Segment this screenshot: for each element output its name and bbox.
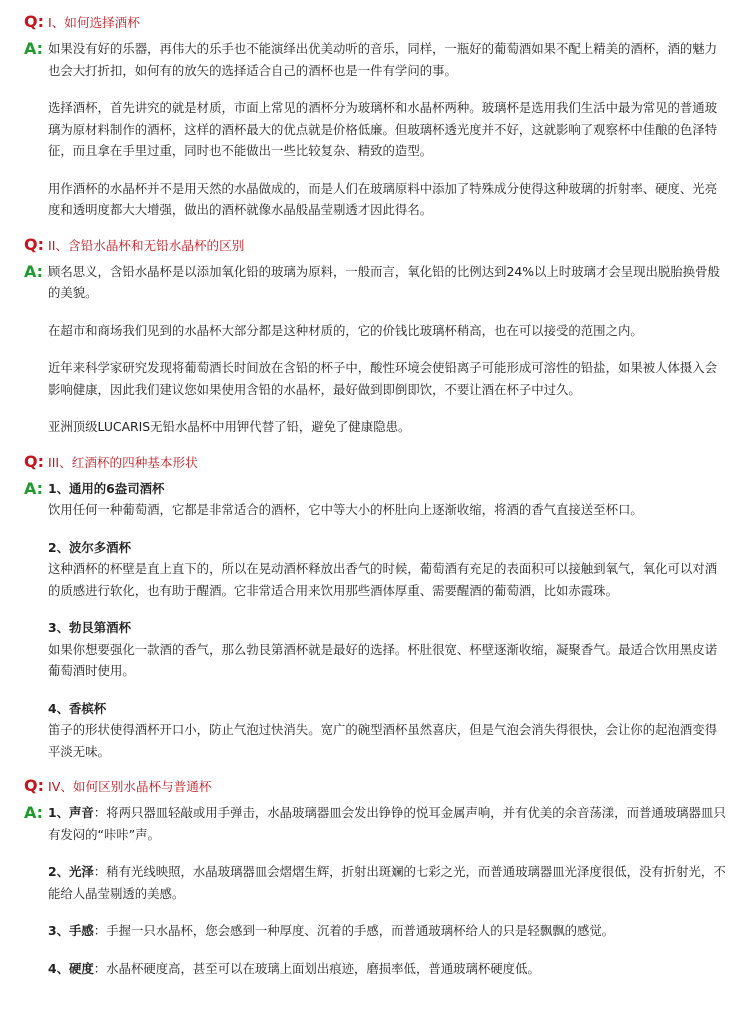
q-mark: Q: [24, 776, 44, 795]
question-title: II、含铅水晶杯和无铅水晶杯的区别 [48, 237, 245, 253]
glass-shape-item [48, 537, 726, 602]
question-row [24, 235, 726, 261]
question-row [24, 776, 726, 802]
answer-row [24, 478, 726, 777]
item-title: 3、勃艮第酒杯 [48, 620, 131, 635]
answer-body [48, 478, 726, 777]
comparison-item [48, 920, 726, 942]
a-mark: A: [24, 803, 44, 822]
item-text: ：将两只器皿轻敲或用手弹击，水晶玻璃器皿会发出铮铮的悦耳金属声响，并有优美的余音荡漾，而普通玻璃器皿只有发闷的“咔咔”声。 [48, 805, 726, 842]
item-text: 如果你想要强化一款酒的香气，那么勃艮第酒杯就是最好的选择。杯肚很宽、杯壁逐渐收缩，凝聚香气。最适合饮用黑皮诺葡萄酒时使用。 [48, 641, 718, 678]
answer-body [48, 261, 726, 452]
answer-paragraph: 亚洲顶级LUCARIS无铅水晶杯中用钾代替了铅，避免了健康隐患。 [48, 419, 411, 434]
item-label: 2、光泽 [48, 864, 94, 879]
question-title: I、如何选择酒杯 [48, 15, 140, 30]
answer-paragraph: 如果没有好的乐器，再伟大的乐手也不能演绎出优美动听的音乐，同样，一瓶好的葡萄酒如果不配上精美的酒杯，酒的魅力也会大打折扣，如何有的放矢的选择适合自己的酒杯也是一件有学问的事。 [48, 41, 718, 78]
question-title: IV、如何区别水晶杯与普通杯 [48, 779, 212, 794]
item-text: 笛子的形状使得酒杯开口小，防止气泡过快消失。宽广的碗型酒杯虽然喜庆，但是气泡会消失得很快，会让你的起泡酒变得平淡无味。 [48, 722, 718, 759]
item-title: 4、香槟杯 [48, 700, 107, 716]
q-mark: Q: [24, 12, 44, 31]
comparison-item [48, 802, 726, 845]
item-text: 饮用任何一种葡萄酒，它都是非常适合的酒杯，它中等大小的杯肚向上逐渐收缩，将酒的香气直接送至杯口。 [48, 502, 643, 517]
item-title: 1、通用的6盎司酒杯 [48, 480, 165, 496]
qa-section-2 [24, 235, 726, 452]
qa-section-4 [24, 776, 726, 993]
item-text: ：手握一只水晶杯，您会感到一种厚度、沉着的手感，而普通玻璃杯给人的只是轻飘飘的感觉。 [93, 923, 615, 938]
item-text: ：水晶杯硬度高，甚至可以在玻璃上面划出痕迹，磨损率低，普通玻璃杯硬度低。 [93, 960, 540, 976]
answer-paragraph: 顾名思义，含铅水晶杯是以添加氧化铅的玻璃为原料，一般而言，氧化铅的比例达到24%以上时玻璃才会呈现出脱胎换骨般的美貌。 [48, 263, 720, 300]
comparison-item [48, 958, 726, 980]
a-mark: A: [24, 261, 44, 281]
item-label: 1、声音 [48, 805, 94, 820]
item-text: ：稍有光线映照，水晶玻璃器皿会熠熠生辉，折射出斑斓的七彩之光，而普通玻璃器皿光泽度很低，没有折射光，不能给人晶莹剔透的美感。 [48, 864, 726, 901]
question-title: III、红酒杯的四种基本形状 [48, 454, 198, 470]
item-label: 4、硬度 [48, 960, 94, 976]
question-row [24, 12, 726, 38]
answer-row [24, 38, 726, 235]
item-text: 这种酒杯的杯壁是直上直下的，所以在晃动酒杯释放出香气的时候，葡萄酒有充足的表面积可以接触到氧气，氧化可以对酒的质感进行软化，也有助于醒酒。它非常适合用来饮用那些酒体厚重、需要醒酒的葡萄酒，比如赤霞珠。 [48, 561, 718, 598]
qa-section-1 [24, 12, 726, 235]
glass-shape-item [48, 698, 726, 763]
a-mark: A: [24, 39, 44, 58]
answer-body [48, 802, 726, 993]
q-mark: Q: [24, 451, 44, 471]
answer-body [48, 38, 726, 235]
item-label: 3、手感 [48, 923, 94, 938]
answer-paragraph: 选择酒杯，首先讲究的就是材质，市面上常见的酒杯分为玻璃杯和水晶杯两种。玻璃杯是选用我们生活中最为常见的普通玻璃为原材料制作的酒杯，这样的酒杯最大的优点就是价格低廉。但玻璃杯透光度并不好，这就影响了观察杯中佳酿的色泽特征，而且拿在手里过重，同时也不能做出一些比较复杂、精致的造型。 [48, 100, 718, 158]
answer-paragraph: 在超市和商场我们见到的水晶杯大部分都是这种材质的，它的价钱比玻璃杯稍高，也在可以接受的范围之内。 [48, 322, 643, 338]
glass-shape-item [48, 478, 726, 521]
a-mark: A: [24, 478, 44, 498]
comparison-item [48, 861, 726, 904]
question-row [24, 452, 726, 478]
answer-row [24, 802, 726, 993]
answer-paragraph: 近年来科学家研究发现将葡萄酒长时间放在含铅的杯子中，酸性环境会使铅离子可能形成可溶性的铅盐，如果被人体摄入会影响健康，因此我们建议您如果使用含铅的水晶杯，最好做到即倒即饮，不要让酒在杯子中过久。 [48, 360, 718, 397]
q-mark: Q: [24, 234, 44, 254]
item-title: 2、波尔多酒杯 [48, 539, 131, 555]
answer-paragraph: 用作酒杯的水晶杯并不是用天然的水晶做成的，而是人们在玻璃原料中添加了特殊成分使得这种玻璃的折射率、硬度、光亮度和透明度都大大增强，做出的酒杯就像水晶般晶莹剔透才因此得名。 [48, 180, 718, 217]
qa-section-3 [24, 452, 726, 777]
answer-row [24, 261, 726, 452]
glass-shape-item [48, 617, 726, 682]
